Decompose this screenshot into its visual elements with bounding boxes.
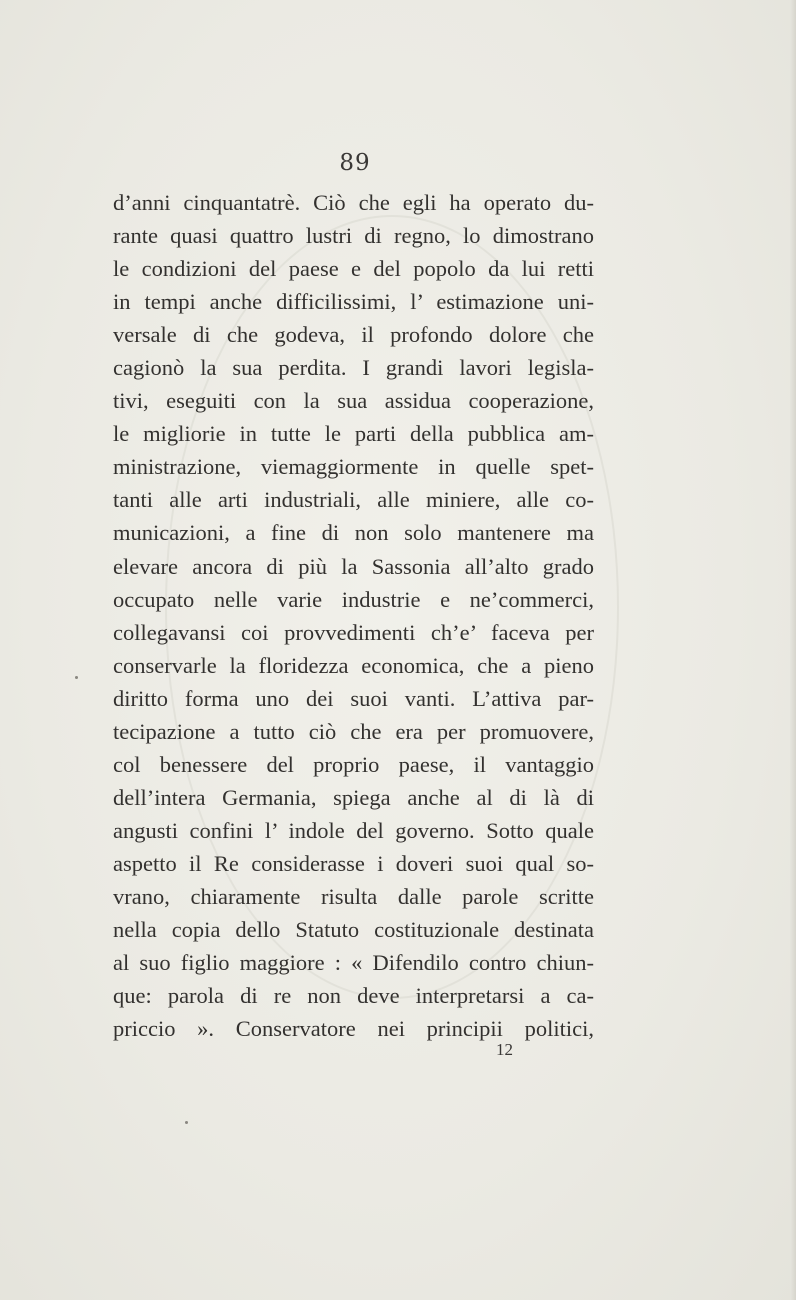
text-line: diritto forma uno dei suoi vanti. L’attiva par- [113,685,594,711]
text-line: cagionò la sua perdita. I grandi lavori legisla- [113,355,594,381]
text-line: rante quasi quattro lustri di regno, lo dimostrano [113,223,594,249]
text-line: in tempi anche difficilissimi, l’ estimazione uni- [113,289,594,315]
page-number: 89 [339,150,371,176]
text-line: col benessere del proprio paese, il vantaggio [113,751,594,777]
text-line: d’anni cinquantatrè. Ciò che egli ha operato du- [113,190,594,215]
text-line: que: parola di re non deve interpretarsi a ca- [113,983,594,1009]
text-line: priccio ». Conservatore nei principii politici, [113,1016,594,1042]
text-line: municazioni, a fine di non solo mantenere ma [113,520,594,546]
text-line: le migliorie in tutte le parti della pubblica am- [113,421,594,447]
text-line: dell’intera Germania, spiega anche al di là di [113,784,594,810]
text-line: tanti alle arti industriali, alle miniere, alle co- [113,487,594,513]
text-line: conservarle la floridezza economica, che a pieno [113,652,594,678]
text-line: angusti confini l’ indole del governo. Sotto quale [113,817,594,843]
text-line: elevare ancora di più la Sassonia all’alto grado [113,553,594,579]
text-line: tivi, eseguiti con la sua assidua cooperazione, [113,388,594,414]
text-line: ministrazione, viemaggiormente in quelle spet- [113,454,594,480]
text-line: al suo figlio maggiore : « Difendilo contro chiun- [113,950,594,976]
body-text [113,186,594,1045]
text-line: vrano, chiaramente risulta dalle parole scritte [113,883,594,909]
text-line: aspetto il Re considerasse i doveri suoi qual so- [113,850,594,876]
speck [75,676,78,679]
text-line: occupato nelle varie industrie e ne’commerci, [113,586,594,612]
speck [185,1121,188,1124]
text-line: tecipazione a tutto ciò che era per promuovere, [113,718,594,744]
text-line: nella copia dello Statuto costituzionale destinata [113,917,594,943]
page-edge [790,0,796,1300]
text-line: collegavansi coi provvedimenti ch’e’ faceva per [113,619,594,645]
text-line: versale di che godeva, il profondo dolore che [113,322,594,348]
text-line: le condizioni del paese e del popolo da lui retti [113,256,594,282]
signature-mark: 12 [496,1040,513,1059]
